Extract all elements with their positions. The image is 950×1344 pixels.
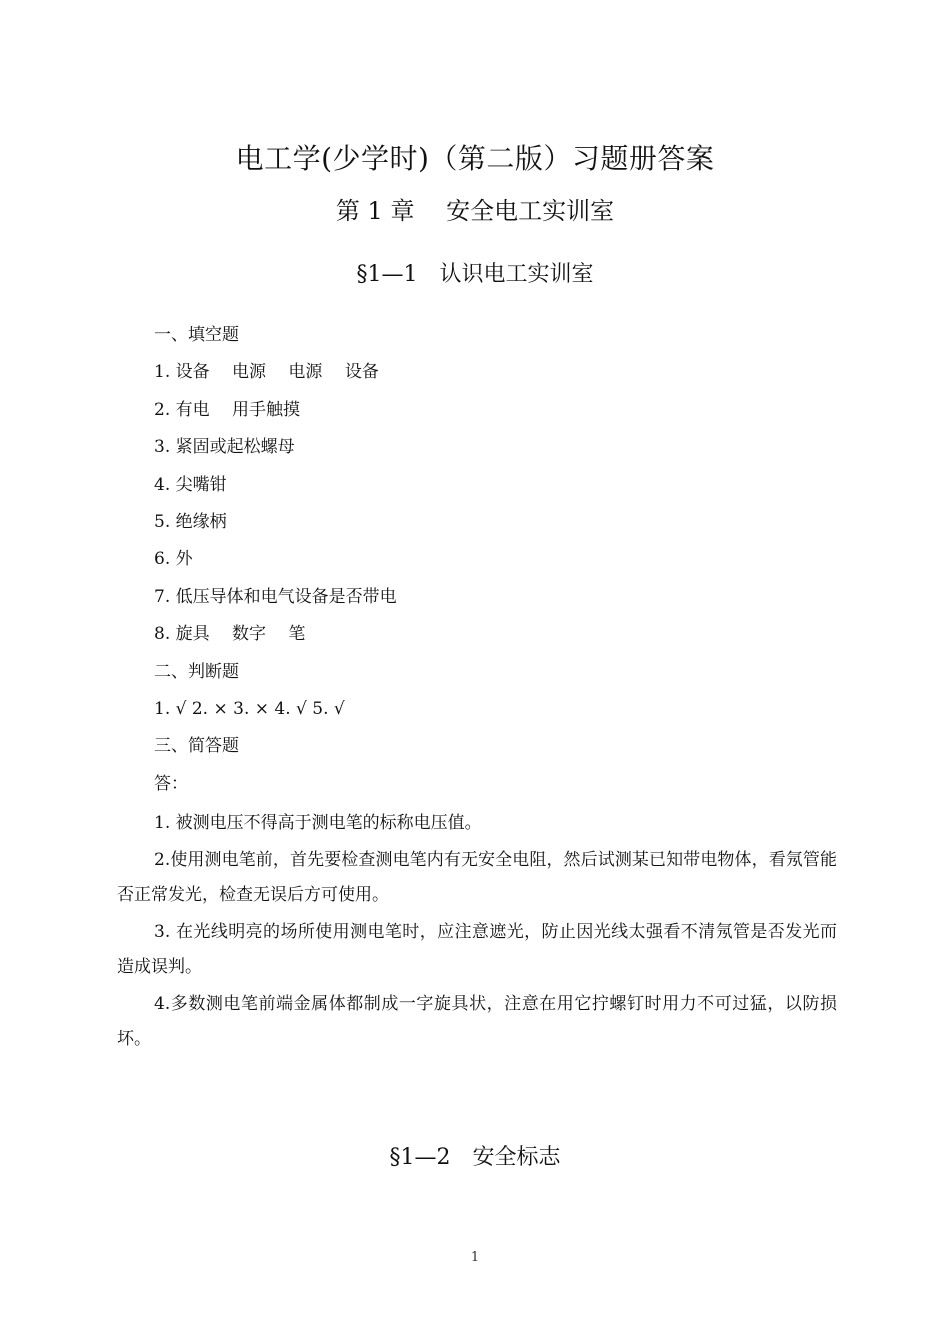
short-answer-heading: 三、简答题 bbox=[154, 736, 239, 757]
true-false-heading: 二、判断题 bbox=[154, 661, 239, 682]
short-answer-paragraph: 2.使用测电笔前，首先要检查测电笔内有无安全电阻，然后试测某已知带电物体，看氖管能否正常发光，检查无误后方可使用。 bbox=[117, 850, 837, 906]
short-answer-paragraph: 1. 被测电压不得高于测电笔的标称电压值。 bbox=[154, 813, 482, 834]
fill-blank-heading: 一、填空题 bbox=[154, 325, 239, 345]
section-heading-1-2: §1—2 安全标志 bbox=[389, 1145, 561, 1170]
chapter-heading: 第 1 章 安全电工实训室 bbox=[335, 197, 615, 225]
fill-blank-answer: 2. 有电 用手触摸 bbox=[154, 399, 301, 420]
fill-blank-answer: 8. 旋具 数字 笔 bbox=[154, 624, 306, 645]
page-number: 1 bbox=[470, 1250, 480, 1265]
fill-blank-answer: 6. 外 bbox=[154, 549, 193, 570]
fill-blank-answer: 3. 紧固或起松螺母 bbox=[154, 437, 295, 458]
fill-blank-answer: 5. 绝缘柄 bbox=[154, 511, 227, 532]
fill-blank-answer: 7. 低压导体和电气设备是否带电 bbox=[154, 586, 397, 607]
short-answer-intro: 答： bbox=[154, 773, 188, 794]
true-false-answers: 1. √ 2. × 3. × 4. √ 5. √ bbox=[154, 698, 345, 719]
short-answer-paragraph: 3. 在光线明亮的场所使用测电笔时，应注意遮光，防止因光线太强看不清氖管是否发光而造成误判。 bbox=[117, 922, 837, 978]
document-title: 电工学(少学时)（第二版）习题册答案 bbox=[235, 142, 715, 175]
section-heading-1-1: §1—1 认识电工实训室 bbox=[356, 262, 594, 287]
fill-blank-answer: 4. 尖嘴钳 bbox=[154, 474, 227, 495]
short-answer-paragraph: 4.多数测电笔前端金属体都制成一字旋具状，注意在用它拧螺钉时用力不可过猛，以防损坏。 bbox=[117, 994, 837, 1050]
answer-body bbox=[117, 320, 837, 1059]
fill-blank-answer: 1. 设备 电源 电源 设备 bbox=[154, 362, 379, 383]
